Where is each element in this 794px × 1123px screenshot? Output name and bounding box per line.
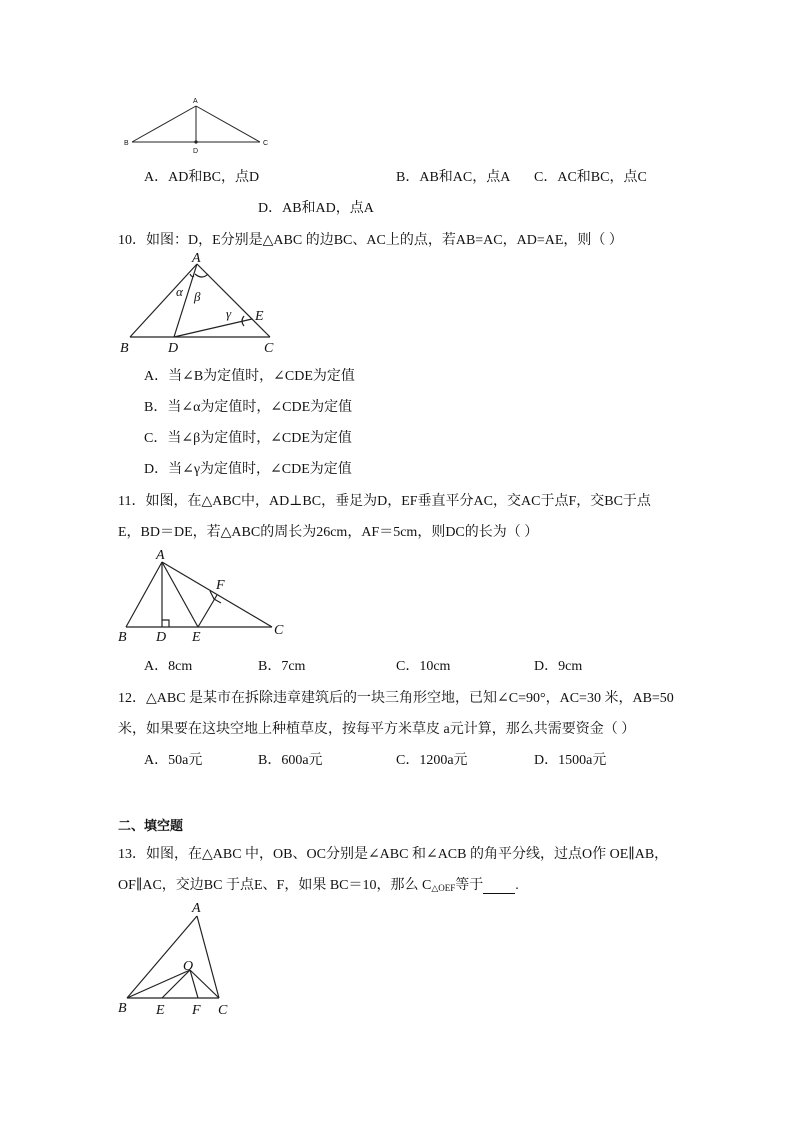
q10-option-d[interactable]: D．当∠γ为定值时，∠CDE为定值: [144, 462, 352, 477]
q11-right-angle-d: [162, 620, 169, 627]
q11-label-c: C: [274, 623, 284, 638]
q11-option-c[interactable]: C．10cm: [396, 659, 451, 674]
q13-line-oe: [162, 970, 190, 998]
q9-option-b[interactable]: B．AB和AC，点A: [396, 170, 511, 185]
q13-stem-line2: [118, 874, 519, 894]
q13-label-c: C: [218, 1003, 228, 1018]
q9-option-d[interactable]: D．AB和AD，点A: [258, 201, 374, 216]
q10-line-de: [174, 319, 252, 337]
q10-stem: 10．如图：D，E分别是△ABC 的边BC、AC上的点，若AB=AC，AD=AE，则（ ）: [118, 233, 623, 248]
q9-label-b: B: [124, 140, 129, 147]
q13-label-f: F: [192, 1003, 201, 1018]
q10-option-a[interactable]: A．当∠B为定值时，∠CDE为定值: [144, 369, 355, 384]
q13-line-ab: [127, 916, 197, 998]
q11-line-ac: [162, 562, 272, 627]
q10-figure: [112, 250, 292, 358]
q10-line-ab: [130, 264, 197, 337]
q13-line-ac: [197, 916, 219, 998]
q10-label-b: B: [120, 341, 129, 356]
q10-label-e: E: [255, 309, 264, 324]
q11-stem-line1: 11．如图，在△ABC中，AD⊥BC，垂足为D，EF垂直平分AC，交AC于点F，交BC于点: [118, 494, 651, 509]
q11-label-a: A: [156, 548, 165, 563]
q13-answer-blank[interactable]: [483, 880, 515, 894]
q9-label-d: D: [193, 148, 199, 155]
q11-option-a[interactable]: A．8cm: [144, 659, 193, 674]
q12-option-c[interactable]: C．1200a元: [396, 753, 468, 768]
q9-label-c: C: [263, 140, 269, 147]
q9-option-a[interactable]: A．AD和BC，点D: [144, 170, 260, 185]
q11-label-b: B: [118, 630, 127, 644]
q10-label-c: C: [264, 341, 274, 356]
q10-label-gamma: γ: [226, 306, 232, 321]
q9-point-d: [194, 140, 197, 143]
q11-line-ab: [126, 562, 162, 627]
q13-label-o: O: [183, 959, 194, 974]
q11-label-f: F: [216, 578, 225, 593]
q9-option-c[interactable]: C．AC和BC，点C: [534, 170, 647, 185]
q12-stem-line1: 12．△ABC 是某市在拆除违章建筑后的一块三角形空地，已知∠C=90°，AC=30 米，AB=50: [118, 691, 674, 706]
q9-label-a: A: [193, 98, 198, 105]
q10-label-a: A: [192, 251, 201, 266]
q13-stem-line1: 13．如图，在△ABC 中，OB、OC分别是∠ABC 和∠ACB 的角平分线，过点O作 OE∥AB，: [118, 847, 669, 862]
q12-option-b[interactable]: B．600a元: [258, 753, 323, 768]
q12-option-d[interactable]: D．1500a元: [534, 753, 607, 768]
q11-line-ef: [198, 595, 217, 627]
q9-line-ac: [196, 106, 260, 142]
q11-line-ae: [162, 562, 198, 627]
q13-stem-subscript: △OEF: [431, 883, 456, 893]
q12-stem-line2: 米，如果要在这块空地上种植草皮，按每平方米草皮 a元计算，那么共需要资金（ ）: [118, 722, 636, 737]
q11-option-d[interactable]: D．9cm: [534, 659, 583, 674]
q13-stem-line2-after: 等于: [455, 878, 484, 893]
q10-option-c[interactable]: C．当∠β为定值时，∠CDE为定值: [144, 431, 352, 446]
q10-angle-beta-arc: [195, 274, 208, 277]
q10-line-ac: [197, 264, 270, 337]
q11-label-d: D: [156, 630, 167, 644]
q13-label-a: A: [192, 901, 201, 916]
q12-option-a[interactable]: A．50a元: [144, 753, 203, 768]
q13-stem-line2-text: OF∥AC，交边BC 于点E、F，如果 BC＝10，那么 C: [118, 878, 432, 893]
q10-label-beta: β: [194, 289, 201, 304]
section-heading-fill-in: 二、填空题: [118, 818, 184, 833]
q11-stem-line2: E，BD＝DE，若△ABC的周长为26cm，AF＝5cm，则DC的长为（ ）: [118, 525, 539, 540]
q13-figure: [112, 898, 242, 1020]
q9-line-ab: [132, 106, 196, 142]
q10-label-d: D: [168, 341, 179, 356]
q11-label-e: E: [192, 630, 201, 644]
q13-stem-end: .: [515, 878, 519, 893]
q10-option-b[interactable]: B．当∠α为定值时，∠CDE为定值: [144, 400, 353, 415]
q13-label-e: E: [156, 1003, 165, 1018]
q11-figure: [112, 544, 297, 644]
q13-line-ob: [127, 970, 190, 998]
q9-figure: [120, 94, 280, 156]
q11-option-b[interactable]: B．7cm: [258, 659, 306, 674]
q10-label-alpha: α: [176, 284, 183, 299]
q13-label-b: B: [118, 1001, 127, 1016]
